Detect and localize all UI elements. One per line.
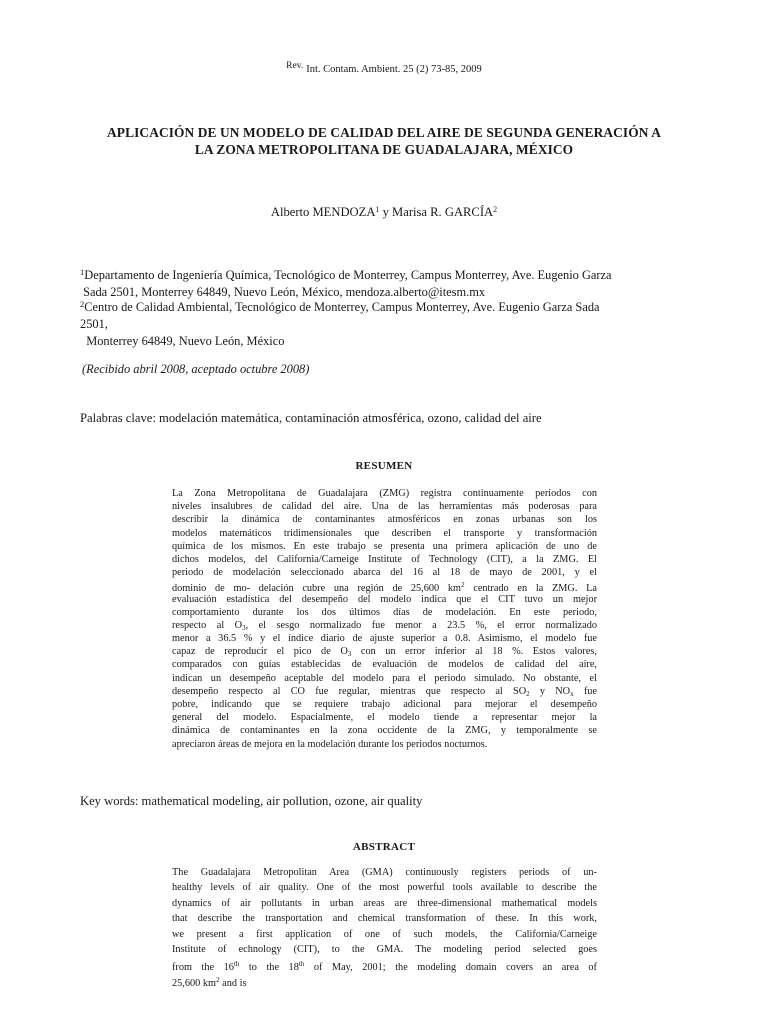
citation-rev: Rev. <box>286 61 304 71</box>
author-list <box>0 205 768 220</box>
received-dates: (Recibido abril 2008, aceptado octubre 2008) <box>82 362 310 376</box>
resumen-line: apreciaron áreas de mejora en la modelación durante los periodos nocturnos. <box>172 738 488 750</box>
affiliation-2 <box>80 296 700 350</box>
subscript: 3 <box>242 623 246 632</box>
author-2-mark: 2 <box>493 205 498 214</box>
resumen-line <box>172 579 597 595</box>
superscript: th <box>233 960 240 969</box>
resumen-text: fue <box>573 685 597 697</box>
abstract-heading: ABSTRACT <box>352 841 416 853</box>
author-2: Marisa R. GARCÍA <box>392 205 494 219</box>
superscript: 2 <box>216 975 220 984</box>
resumen-line: periodo de modelación seleccionado abarca del 16 al 18 de mayo de 2001, y el <box>172 567 597 579</box>
author-1: Alberto MENDOZA <box>270 205 376 219</box>
resumen-line: comparados con guías establecidas de evaluación de modelos de calidad del aire, <box>172 659 597 671</box>
paper-title <box>90 124 678 158</box>
abstract-text: from the 16 <box>172 962 234 974</box>
abstract-line: Institute of echnology (CIT), to the GMA. The modeling period selected goes <box>172 943 597 955</box>
affiliation-1-line-1: Departamento de Ingeniería Química, Tecnológico de Monterrey, Campus Monterrey, Ave. Eugenio Garza <box>84 268 612 282</box>
abstract-line: healthy levels of air quality. One of the most powerful tools available to describe the <box>172 882 597 894</box>
resumen-line <box>172 619 597 632</box>
keywords-spanish: Palabras clave: modelación matemática, contaminación atmosférica, ozono, calidad del aire <box>80 411 542 425</box>
resumen-line: niveles insalubres de calidad del aire. Una de las herramientas más poderosas para <box>172 501 597 513</box>
affiliation-1-line-2: Sada 2501, Monterrey 64849, Nuevo León, México, mendoza.alberto@itesm.mx <box>80 285 486 299</box>
resumen-text: dominio de mo- delación cubre una región de 25,600 km <box>172 583 462 595</box>
resumen-line: pobre, indicando que se requiere trabajo adicional para mejorar el desempeño <box>172 699 597 710</box>
superscript: th <box>298 960 305 969</box>
resumen-text: desempeño respecto al CO fue regular, mientras que respecto al SO <box>172 685 527 697</box>
resumen-line: menor a 36.5 % y el índice diario de ajuste superior a 0.8. Asimismo, el modelo fue <box>172 633 597 645</box>
resumen-line: dinámica de contaminantes en la zona occidente de la ZMG, y temporalmente se <box>172 725 597 737</box>
superscript: 2 <box>461 581 465 590</box>
resumen-line: La Zona Metropolitana de Guadalajara (ZMG) registra continuamente periodos con <box>172 488 597 499</box>
resumen-line: química de los mismos. En este trabajo se presenta una primera aplicación de uno de <box>172 540 597 552</box>
author-1-mark: 1 <box>375 205 380 214</box>
author-connector: y <box>379 205 393 219</box>
abstract-line: The Guadalajara Metropolitan Area (GMA) continuously registers periods of un- <box>172 867 597 878</box>
keywords-english: Key words: mathematical modeling, air pollution, ozone, air quality <box>80 794 423 808</box>
abstract-text: to the 18 <box>239 962 299 974</box>
resumen-line: modelos matemáticos tridimensionales que describen el transporte y transformación <box>172 527 597 539</box>
resumen-line: dichos modelos, del California/Carneige Institute of Technology (CIT), a la ZMG. El <box>172 553 597 565</box>
citation-text: Int. Contam. Ambient. 25 (2) 73-85, 2009 <box>306 64 482 75</box>
resumen-body <box>172 487 597 751</box>
affiliation-2-line-3: Monterrey 64849, Nuevo León, México <box>80 334 285 348</box>
resumen-line <box>172 685 597 698</box>
title-line-1: APLICACIÓN DE UN MODELO DE CALIDAD DEL AIRE DE SEGUNDA GENERACIÓN A <box>107 125 661 140</box>
resumen-line: describir la dinámica de contaminantes atmosféricos en zonas urbanas son los <box>172 514 597 526</box>
affiliation-2-mark: 2 <box>80 299 85 309</box>
abstract-text: and is <box>219 977 247 989</box>
abstract-line <box>172 957 597 972</box>
affiliation-1-mark: 1 <box>80 267 85 277</box>
abstract-line: we present a first application of one of such models, the California/Carneige <box>172 928 597 940</box>
abstract-line: that describe the transportation and chemical transformation of these. In this work, <box>172 913 597 925</box>
abstract-text: 25,600 km <box>172 977 217 989</box>
resumen-line: indican un desempeño aceptable del modelo para el periodo simulado. No obstante, el <box>172 672 597 684</box>
resumen-text: , el sesgo normalizado fue menor a 23.5 %, el error normalizado <box>245 619 597 631</box>
resumen-text: y NO <box>529 685 571 697</box>
subscript: x <box>570 689 574 698</box>
subscript: 2 <box>526 689 530 698</box>
resumen-text: respecto al O <box>172 619 243 631</box>
title-line-2: LA ZONA METROPOLITANA DE GUADALAJARA, MÉXICO <box>194 142 574 157</box>
abstract-body <box>172 865 597 988</box>
resumen-line <box>172 645 597 658</box>
resumen-line: evaluación estadística del desempeño del modelo indica que el CIT tuvo un mejor <box>172 593 597 605</box>
subscript: 3 <box>347 650 352 659</box>
abstract-line <box>172 973 597 988</box>
resumen-text: con un error inferior al 18 %. Estos valores, <box>351 646 598 658</box>
resumen-line: general del modelo. Espacialmente, el modelo tiende a representar mejor la <box>172 712 597 724</box>
resumen-text: capaz de reproducir el pico de O <box>172 646 348 658</box>
affiliation-2-line-1: Centro de Calidad Ambiental, Tecnológico de Monterrey, Campus Monterrey, Ave. Eugenio Garza Sada <box>84 300 600 314</box>
abstract-text: of May, 2001; the modeling domain covers an area of <box>304 962 597 974</box>
journal-citation <box>0 61 768 75</box>
resumen-line: comportamiento durante los dos últimos días de modelación. En este periodo, <box>172 606 597 618</box>
resumen-text: centrado en la ZMG. La <box>464 583 597 595</box>
abstract-line: dynamics of air pollutants in urban areas are three-dimensional mathematical models <box>172 897 597 909</box>
resumen-heading: RESUMEN <box>355 460 413 472</box>
affiliation-2-line-2: 2501, <box>80 317 108 331</box>
